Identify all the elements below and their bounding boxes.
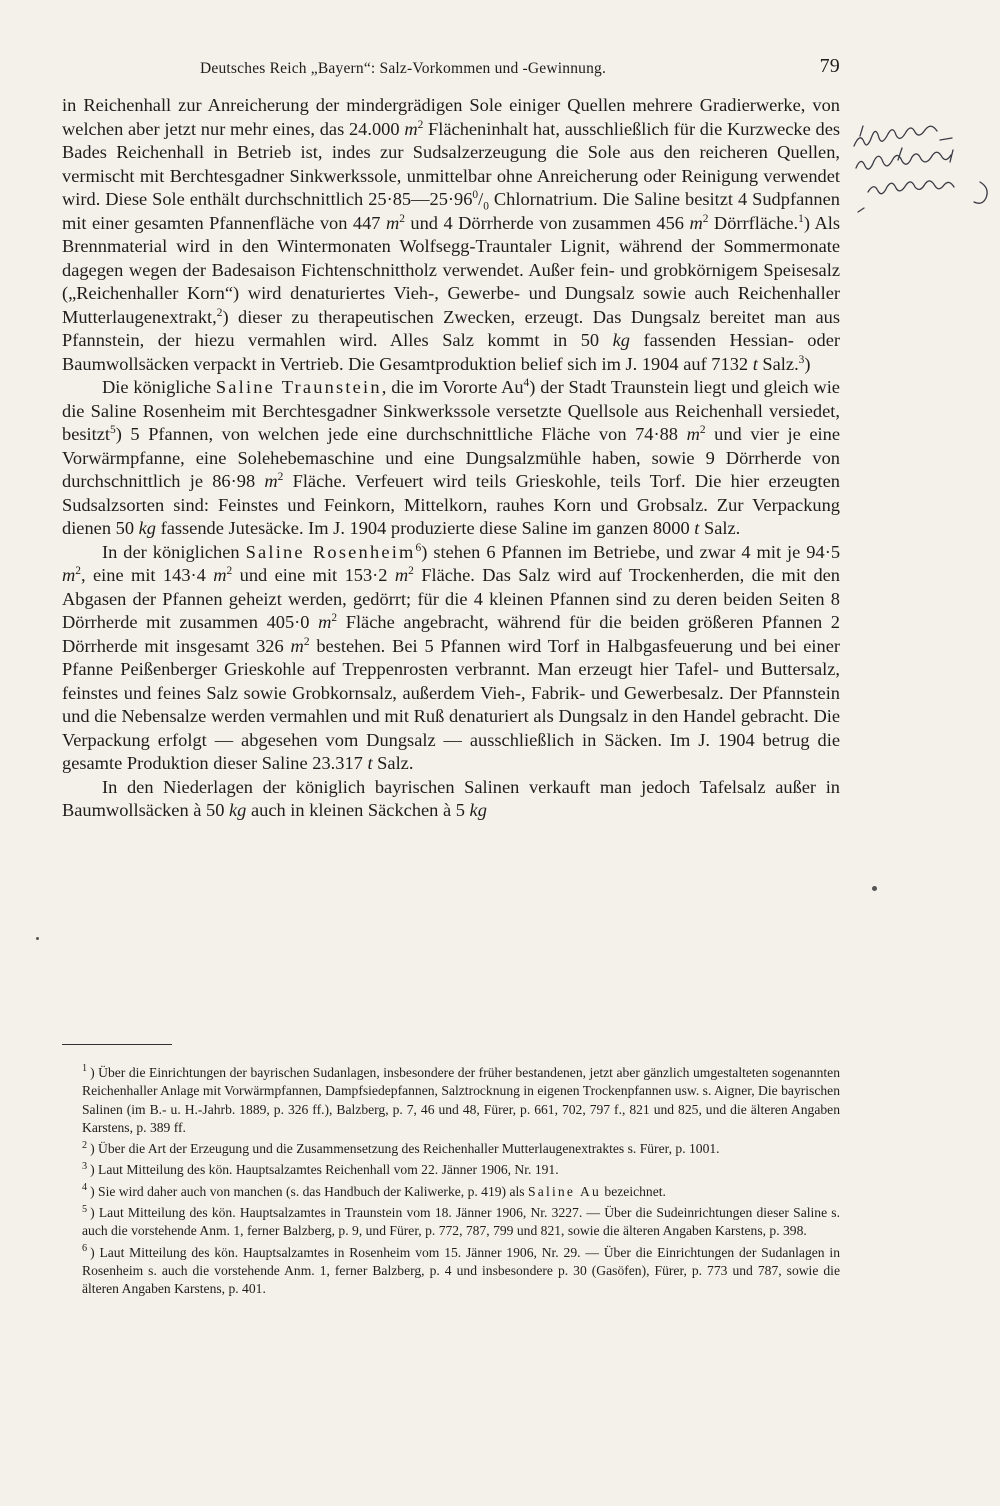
footnote-ref: 6 <box>415 541 422 554</box>
text-run: ) stehen 6 Pfannen im Betriebe, und zwar 4 mit je 94·5 <box>421 541 841 562</box>
footnote-text: ) Sie wird daher auch von manchen (s. das Handbuch der Kaliwerke, p. 419) als <box>90 1183 528 1199</box>
unit: m <box>689 212 703 233</box>
unit: m <box>213 565 227 585</box>
text-run: Salz. <box>699 518 741 538</box>
spaced-name: Saline Rosenheim <box>245 541 416 562</box>
footnote-ref: 1 <box>798 212 804 225</box>
subscript: 0 <box>483 200 489 213</box>
text-run: fassende Jutesäcke. Im J. 1904 produzierte diese Saline im ganzen 8000 <box>155 518 695 538</box>
footnotes <box>82 1064 840 1302</box>
footnote-text: ) Laut Mitteilung des kön. Hauptsalzamtes in Rosenheim vom 15. Jänner 1906, Nr. 29. — Über die Einrichtungen der Sudanlagen in Rosenheim s. auch die vorstehende Anm. 1, ferner Balzberg, p. 4 und insbesondere p. 30 (Gasöfen), Fürer, p. 773 und 787, sowie die älteren Angaben Karstens, p. 401. <box>82 1244 840 1297</box>
footnote-number: 5 <box>82 1203 88 1215</box>
footnote-text: ) Über die Einrichtungen der bayrischen Sudanlagen, insbesondere der früher bestandenen, jetzt aber gänzlich umgestalteten sogenannten Reichenhaller Anlage mit Vorwärmpfannen, Dampfsiedepfannen, Salztrocknung in eigenen Trockenpfannen usw. s. Aigner, Die bayrischen Salinen (im B.- u. H.-Jahrb. 1889, p. 326 ff.), Balzberg, p. 7, 46 und 48, Fürer, p. 661, 702, 797 f., 821 und 825, und die älteren Angaben Karstens, p. 389 ff. <box>82 1065 840 1135</box>
footnote-ref: 3 <box>798 353 805 366</box>
handwritten-marginal-note-drawing <box>850 116 1000 226</box>
paragraph <box>62 376 840 541</box>
footnote-number: 1 <box>82 1063 88 1075</box>
footnote-number: 2 <box>82 1139 88 1151</box>
body-text <box>62 94 840 823</box>
text-run: ) <box>804 353 811 374</box>
footnote-number: 4 <box>82 1182 88 1194</box>
footnote-ref: 2 <box>216 306 223 319</box>
unit: m <box>264 471 278 491</box>
unit: t <box>367 753 373 773</box>
footnote-6 <box>82 1244 840 1299</box>
unit: m <box>318 612 332 632</box>
scan-speck <box>872 886 877 891</box>
text-run: ) 5 Pfannen, von welchen jede eine durchschnittliche Fläche von 74·88 <box>115 424 687 444</box>
unit: m <box>686 424 700 444</box>
unit: t <box>752 353 758 374</box>
superscript: 2 <box>702 212 709 225</box>
superscript: 2 <box>303 635 310 648</box>
unit: m <box>385 212 400 233</box>
running-header <box>200 55 840 84</box>
unit: m <box>394 565 409 585</box>
text-run: ) dieser zu therapeutischen Zwecken, erzeugt. Das Dungsalz bereitet man aus Pfannstein, der hiezu vermahlen wird. Alles Salz kommt in 50 <box>62 306 840 350</box>
text-run: In der königlichen <box>102 541 246 562</box>
footnote-ref: 4 <box>523 376 530 389</box>
superscript: 2 <box>408 564 414 577</box>
text-run: in Reichenhall zur Anreicherung der mindergrädigen Sole einiger Quellen mehrere Gradierwerke, von welchen aber jetzt nur mehr eines, das 24.000 <box>62 95 840 139</box>
unit: kg <box>229 800 247 820</box>
text-run: fassenden Hessian- oder Baumwollsäcken verpackt in Vertrieb. Die Gesamtproduktion belief sich im J. 1904 auf 7132 <box>62 330 840 374</box>
text-run: Salz. <box>757 353 799 374</box>
text-run: Dörrfläche. <box>708 212 799 233</box>
text-run: Chlornatrium. Die Saline besitzt 4 Sudpfannen mit einer gesamten Pfannenfläche von 447 <box>62 189 840 233</box>
handwritten-marginal-note <box>850 116 1000 226</box>
scan-speck <box>36 937 39 940</box>
text-run: bestehen. Bei 5 Pfannen wird Torf in Halbgasfeuerung und bei einer Pfanne Peißenberger Grieskohle auf Treppenrosten verbrannt. Man erzeugt hier Tafel- und Buttersalz, feinstes und feines Salz sowie Grobkornsalz, außerdem Vieh-, Fabrik- und Gewerbesalz. Der Pfannstein und die Nebensalze werden vermahlen und mit Ruß denaturiert als Dungsalz in den Handel gebracht. Die Verpackung erfolgt — abgesehen vom Dungsalz — ausschließlich in Säcken. Im J. 1904 betrug die gesamte Produktion dieser Saline 23.317 <box>62 635 841 773</box>
superscript: 2 <box>75 564 81 577</box>
text-run: / <box>478 189 484 209</box>
text-run: In den Niederlagen der königlich bayrischen Salinen verkauft man jedoch Tafelsalz außer in Baumwollsäcken à 50 <box>62 776 840 820</box>
superscript: 2 <box>277 470 284 483</box>
unit: t <box>694 518 700 538</box>
unit: m <box>404 118 418 139</box>
page-number: 79 <box>819 55 840 77</box>
unit: m <box>290 635 304 656</box>
text-run: ) der Stadt Traunstein liegt und gleich wie die Saline Rosenheim mit Berchtesgadner Sinkwerkssole versetzte Quellsole aus Reichenhall versiedet, besitzt <box>62 377 840 444</box>
footnote-text: ) Über die Art der Erzeugung und die Zusammensetzung des Reichenhaller Mutterlaugenextraktes s. Fürer, p. 1001. <box>90 1141 720 1157</box>
text-run: Salz. <box>372 753 414 773</box>
footnote-text: ) Laut Mitteilung des kön. Hauptsalzamtes Reichenhall vom 22. Jänner 1906, Nr. 191. <box>90 1162 559 1178</box>
text-run: und 4 Dörrherde von zusammen 456 <box>404 212 690 233</box>
text-run: auch in kleinen Säckchen à 5 <box>246 800 470 820</box>
text-run: Fläche. Das Salz wird auf Trockenherden, die mit den Abgasen der Pfannen geheizt werden, gedörrt; für die 4 kleinen Pfannen sind zu deren beiden Seiten 8 Dörrherde mit zusammen 405·0 <box>62 565 840 632</box>
superscript: 2 <box>226 564 233 577</box>
footnote-number: 3 <box>82 1160 88 1172</box>
paragraph <box>62 541 840 776</box>
footnote-number: 6 <box>82 1243 88 1255</box>
footnote-3 <box>82 1161 840 1179</box>
text-run: und eine mit 153·2 <box>232 565 395 585</box>
footnote-ref: 5 <box>110 423 116 436</box>
text-run: Fläche angebracht, während für die beiden größeren Pfannen 2 Dörrherde mit insgesamt 326 <box>62 612 840 656</box>
text-run: ) Als Brennmaterial wird in den Wintermonaten Wolfsegg-Trauntaler Lignit, während der Sommermonate dagegen wegen der Badesaison Fichtenschnittholz verwendet. Außer fein- und grobkörnigem Speisesalz („Reichenhaller Korn“) wird denaturiertes Vieh-, Gewerbe- und Dungsalz sowie auch Reichenhaller Mutterlaugenextrakt, <box>62 212 840 327</box>
footnote-5 <box>82 1204 840 1241</box>
unit: kg <box>469 800 487 820</box>
spaced-name: Saline Au <box>527 1183 602 1199</box>
superscript: 0 <box>472 188 479 201</box>
footnote-text: bezeichnet. <box>601 1183 666 1199</box>
superscript: 2 <box>699 423 706 436</box>
footnote-1 <box>82 1064 840 1137</box>
text-run: Die königliche <box>102 377 216 397</box>
text-run: , die im Vororte Au <box>381 377 524 397</box>
paragraph <box>62 94 840 376</box>
footnote-divider <box>62 1044 172 1045</box>
text-run: und vier je eine Vorwärmpfanne, eine Solehebemaschine und eine Dungsalzmühle haben, sowie 9 Dörrherde von durchschnittlich je 86·98 <box>62 424 840 491</box>
unit: m <box>62 565 76 585</box>
footnote-4 <box>82 1183 840 1201</box>
paragraph <box>62 776 840 823</box>
superscript: 2 <box>331 611 338 624</box>
superscript: 2 <box>417 118 424 131</box>
text-run: Flächeninhalt hat, ausschließlich für die Kurzwecke des Bades Reichenhall in Betrieb ist, indes zur Sudsalzerzeugung die Sole aus den reicheren Quellen, vermischt mit Berchtesgadner Sinkwerkssole, unmittelbar ohne Anreicherung oder Reinigung verwendet wird. Diese Sole enthält durchschnittlich 25·85—25·96 <box>62 118 841 209</box>
superscript: 2 <box>399 212 405 225</box>
text-run: , eine mit 143·4 <box>80 565 214 585</box>
unit: kg <box>612 330 630 350</box>
running-title: Deutsches Reich „Bayern“: Salz-Vorkommen und -Gewinnung. <box>200 60 607 77</box>
spaced-name: Saline Traunstein <box>215 377 382 397</box>
footnote-2 <box>82 1140 840 1158</box>
unit: kg <box>138 518 156 538</box>
footnote-text: ) Laut Mitteilung des kön. Hauptsalzamtes in Traunstein vom 18. Jänner 1906, Nr. 3227. — Über die Sudeinrichtungen dieser Saline s. auch die vorstehende Anm. 1, ferner Balzberg, p. 9, und Fürer, p. 772, 787, 799 und 821, sowie die älteren Angaben Karstens, p. 398. <box>82 1205 840 1239</box>
text-run: Fläche. Verfeuert wird teils Grieskohle, teils Torf. Die hier erzeugten Sudsalzsorten sind: Feinstes und Feinkorn, Mittelkorn, rauhes Korn und Grobsalz. Zur Verpackung dienen 50 <box>62 471 840 538</box>
